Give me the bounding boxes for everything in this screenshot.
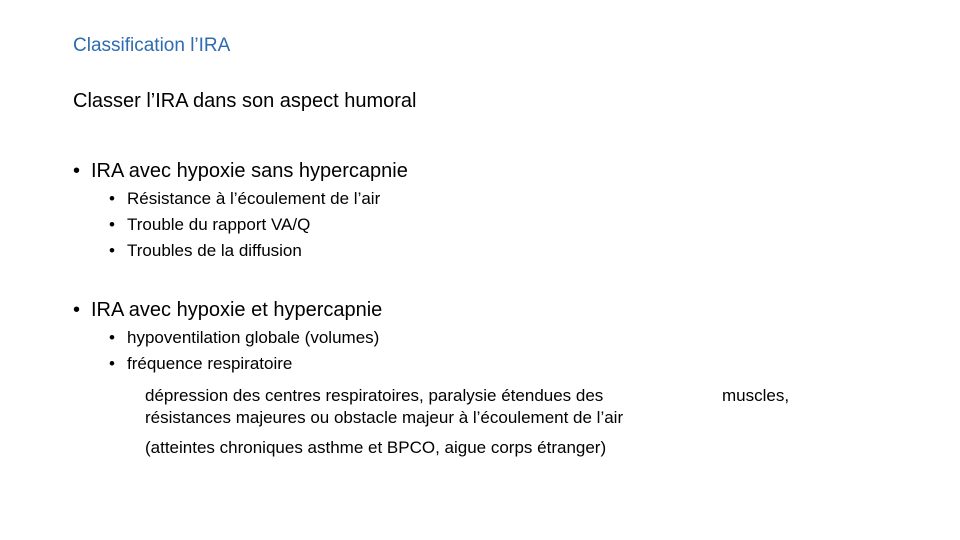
section-heading-hypoxie-sans-hypercapnie	[73, 160, 493, 186]
detail-line-3: (atteintes chroniques asthme et BPCO, aigue corps étranger)	[145, 438, 607, 457]
slide-title: Classification l’IRA	[73, 35, 231, 56]
list-item	[109, 328, 469, 350]
list-item	[109, 189, 469, 211]
bullet-icon: •	[109, 241, 115, 260]
bullet-icon: •	[109, 215, 115, 234]
bullet-icon: •	[109, 189, 115, 208]
slide-subtitle: Classer l’IRA dans son aspect humoral	[73, 90, 417, 112]
list-item-text: Troubles de la diffusion	[127, 241, 302, 260]
list-item	[109, 241, 469, 263]
list-item-text: fréquence respiratoire	[127, 354, 293, 373]
list-item	[109, 354, 469, 376]
bullet-icon: •	[73, 160, 81, 182]
detail-line-1-right: muscles,	[722, 386, 790, 405]
detail-line-2: résistances majeures ou obstacle majeur à l’écoulement de l’air	[145, 408, 624, 427]
bullet-icon: •	[109, 354, 115, 373]
bullet-icon: •	[73, 299, 81, 321]
section-heading-hypoxie-et-hypercapnie	[73, 299, 493, 325]
list-item-text: hypoventilation globale (volumes)	[127, 328, 380, 347]
list-item-text: Trouble du rapport VA/Q	[127, 215, 311, 234]
bullet-icon: •	[109, 328, 115, 347]
section-heading-text: IRA avec hypoxie et hypercapnie	[91, 299, 383, 321]
list-item-text: Résistance à l’écoulement de l’air	[127, 189, 381, 208]
list-item	[109, 215, 469, 237]
section-heading-text: IRA avec hypoxie sans hypercapnie	[91, 160, 408, 182]
detail-line-1-left: dépression des centres respiratoires, paralysie étendues des	[145, 386, 604, 405]
